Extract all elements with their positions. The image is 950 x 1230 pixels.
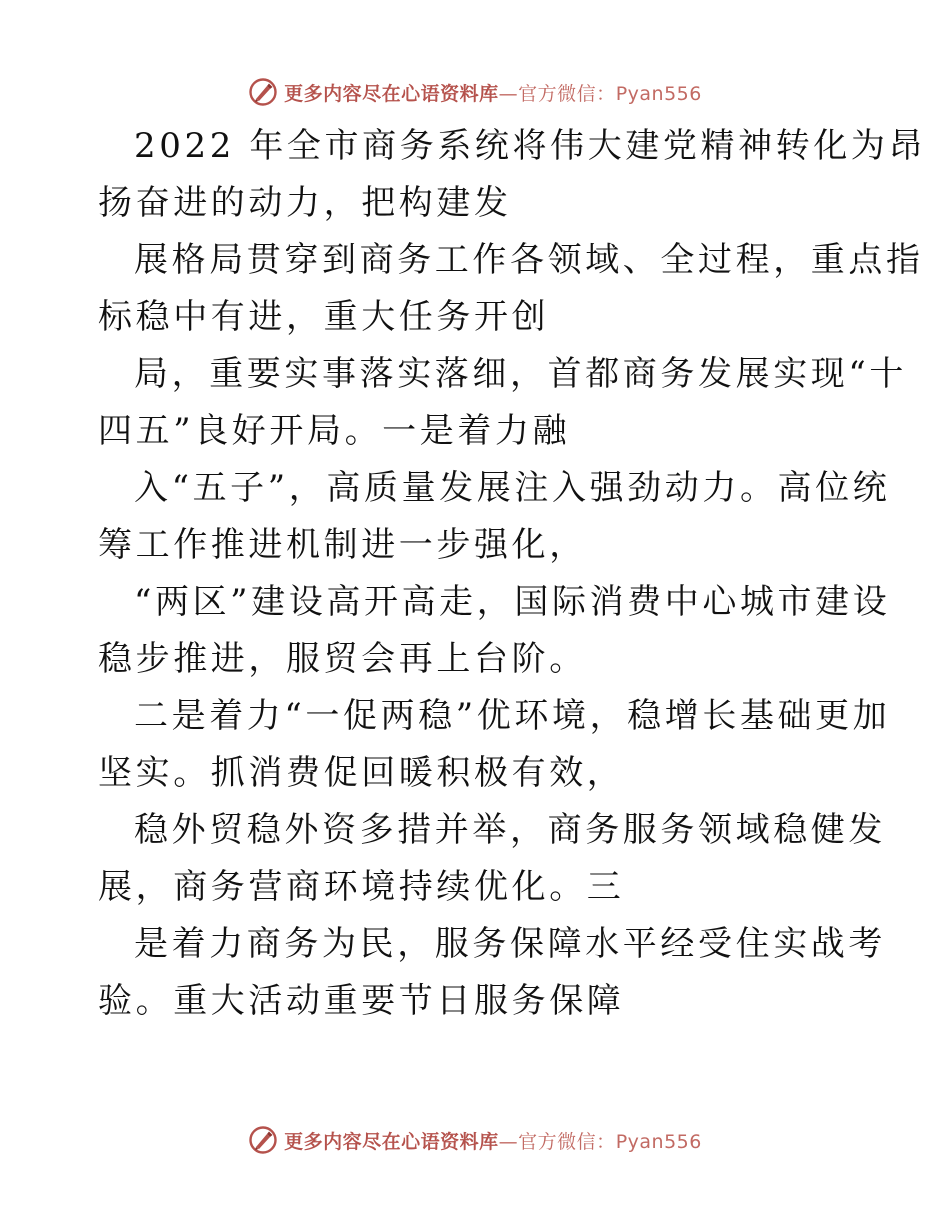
- text-line: 局，重要实事落实落细，首都商务发展实现“十: [134, 354, 907, 394]
- text-line: 2022 年全市商务系统将伟大建党精神转化为昂: [134, 126, 927, 166]
- watermark-text: [284, 1127, 702, 1154]
- text-line: 验。重大活动重要节日服务保障: [98, 981, 625, 1021]
- text-line: 筹工作推进机制进一步强化，: [98, 525, 587, 565]
- text-line: 展，商务营商环境持续优化。三: [98, 867, 625, 907]
- watermark-wechat-id: Pyan556: [615, 1130, 702, 1153]
- text-line: 入“五子”，高质量发展注入强劲动力。高位统: [134, 468, 891, 508]
- text-line: “两区”建设高开高走，国际消费中心城市建设: [134, 582, 891, 622]
- watermark-text: [284, 79, 702, 106]
- text-line: 扬奋进的动力，把构建发: [98, 183, 512, 223]
- text-line: 标稳中有进，重大任务开创: [98, 297, 550, 337]
- pen-logo-icon: [248, 77, 278, 107]
- watermark-label: 官方微信：: [518, 82, 616, 105]
- watermark-brand: 更多内容尽在心语资料库: [284, 1130, 499, 1153]
- text-line: 二是着力“一促两稳”优环境，稳增长基础更加: [134, 696, 891, 736]
- watermark-separator: —: [498, 1130, 519, 1153]
- watermark-separator: —: [498, 82, 519, 105]
- watermark-brand: 更多内容尽在心语资料库: [284, 82, 499, 105]
- text-line: 稳步推进，服贸会再上台阶。: [98, 639, 587, 679]
- text-line: 是着力商务为民，服务保障水平经受住实战考: [134, 924, 886, 964]
- text-line: 坚实。抓消费促回暖积极有效，: [98, 753, 625, 793]
- document-body: [98, 118, 927, 1030]
- header-watermark: [0, 72, 950, 112]
- pen-logo-icon: [248, 1125, 278, 1155]
- footer-watermark: [0, 1120, 950, 1160]
- text-line: 展格局贯穿到商务工作各领域、全过程，重点指: [134, 240, 924, 280]
- watermark-wechat-id: Pyan556: [615, 82, 702, 105]
- text-line: 四五”良好开局。一是着力融: [98, 411, 571, 451]
- text-line: 稳外贸稳外资多措并举，商务服务领域稳健发: [134, 810, 886, 850]
- watermark-label: 官方微信：: [518, 1130, 616, 1153]
